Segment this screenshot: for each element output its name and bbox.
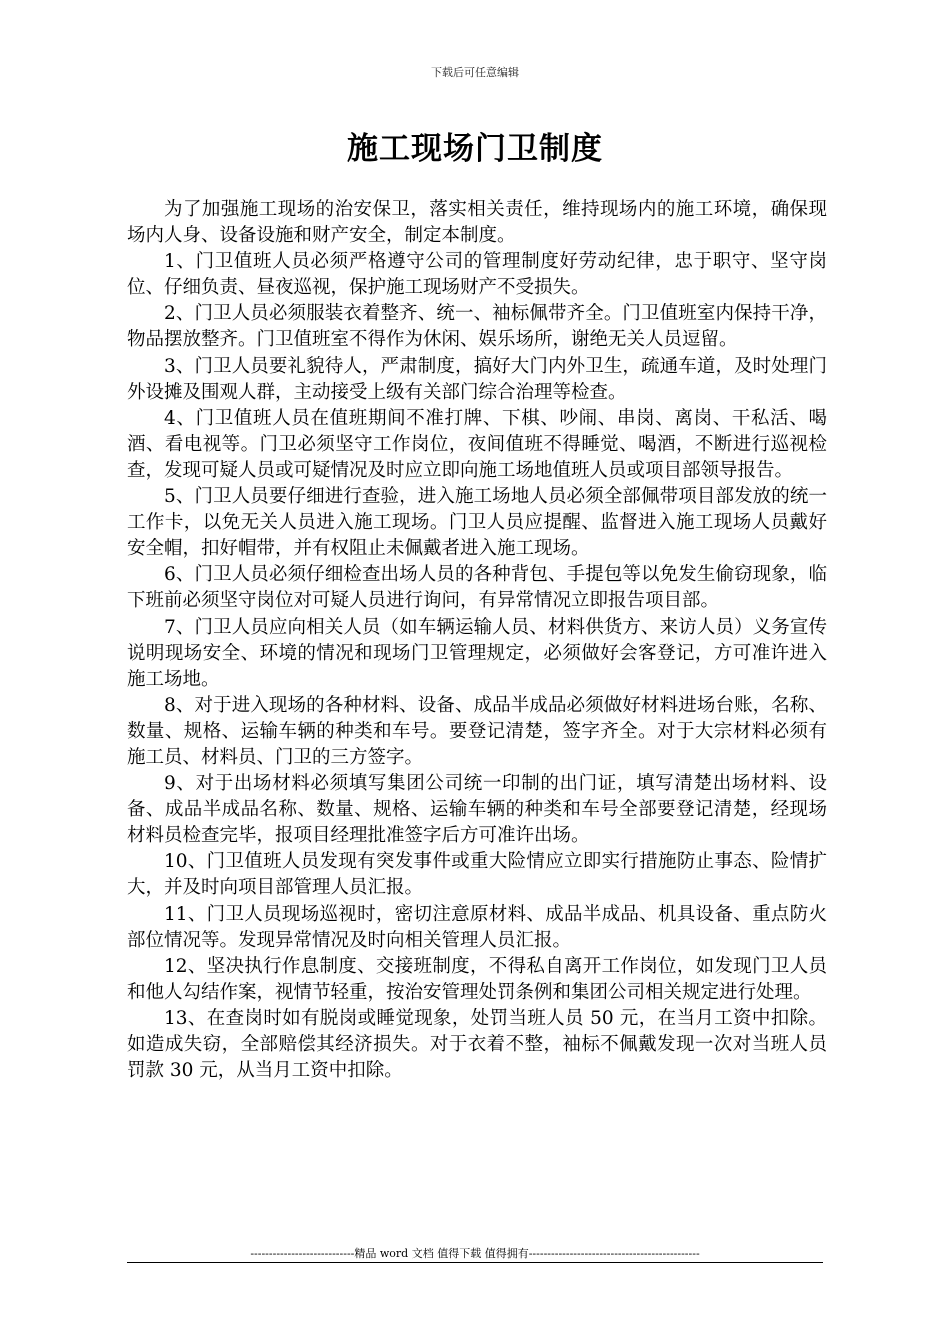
paragraph-rule-7: 7、门卫人员应向相关人员（如车辆运输人员、材料供货方、来访人员）义务宣传说明现场安全、环境的情况和现场门卫管理规定，必须做好会客登记，方可准许进入施工场地。 — [127, 616, 827, 690]
header-note: 下载后可任意编辑 — [431, 66, 519, 79]
footer-text: ----------------------------精品 word 文档 值得下载 值得拥有---------------------------------------------- — [250, 1247, 700, 1260]
paragraph-rule-9: 9、对于出场材料必须填写集团公司统一印制的出门证，填写清楚出场材料、设备、成品半成品名称、数量、规格、运输车辆的种类和车号全部要登记清楚，经现场材料员检查完毕，报项目经理批准签字后方可准许出场。 — [127, 773, 827, 847]
paragraph-rule-2: 2、门卫人员必须服装衣着整齐、统一、袖标佩带齐全。门卫值班室内保持干净，物品摆放整齐。门卫值班室不得作为休闲、娱乐场所，谢绝无关人员逗留。 — [127, 303, 827, 351]
paragraph-rule-13: 13、在查岗时如有脱岗或睡觉现象，处罚当班人员 50 元，在当月工资中扣除。如造成失窃，全部赔偿其经济损失。对于衣着不整，袖标不佩戴发现一次对当班人员罚款 30 元，从当月工资中扣除。 — [127, 1007, 827, 1082]
paragraph-rule-10: 10、门卫值班人员发现有突发事件或重大险情应立即实行措施防止事态、险情扩大，并及时向项目部管理人员汇报。 — [127, 851, 827, 899]
paragraph-rule-1: 1、门卫值班人员必须严格遵守公司的管理制度好劳动纪律，忠于职守、坚守岗位、仔细负责、昼夜巡视，保护施工现场财产不受损失。 — [127, 251, 827, 299]
document-body — [127, 197, 827, 1084]
paragraph-rule-4: 4、门卫值班人员在值班期间不准打牌、下棋、吵闹、串岗、离岗、干私活、喝酒、看电视等。门卫必须坚守工作岗位，夜间值班不得睡觉、喝酒，不断进行巡视检查，发现可疑人员或可疑情况及时应立即向施工场地值班人员或项目部领导报告。 — [127, 407, 827, 481]
footer-divider — [127, 1262, 823, 1263]
paragraph-rule-11: 11、门卫人员现场巡视时，密切注意原材料、成品半成品、机具设备、重点防火部位情况等。发现异常情况及时向相关管理人员汇报。 — [127, 903, 827, 951]
paragraph-rule-6: 6、门卫人员必须仔细检查出场人员的各种背包、手提包等以免发生偷窃现象，临下班前必须坚守岗位对可疑人员进行询问，有异常情况立即报告项目部。 — [127, 564, 827, 612]
paragraph-intro: 为了加强施工现场的治安保卫，落实相关责任，维持现场内的施工环境，确保现场内人身、设备设施和财产安全，制定本制度。 — [127, 199, 827, 247]
paragraph-rule-5: 5、门卫人员要仔细进行查验，进入施工场地人员必须全部佩带项目部发放的统一工作卡，以免无关人员进入施工现场。门卫人员应提醒、监督进入施工现场人员戴好安全帽，扣好帽带，并有权阻止未佩戴者进入施工现场。 — [127, 486, 827, 560]
paragraph-rule-12: 12、坚决执行作息制度、交接班制度，不得私自离开工作岗位，如发现门卫人员和他人勾结作案，视情节轻重，按治安管理处罚条例和集团公司相关规定进行处理。 — [127, 955, 827, 1003]
document-title: 施工现场门卫制度 — [347, 131, 603, 167]
paragraph-rule-8: 8、对于进入现场的各种材料、设备、成品半成品必须做好材料进场台账，名称、数量、规格、运输车辆的种类和车号。要登记清楚，签字齐全。对于大宗材料必须有施工员、材料员、门卫的三方签字。 — [127, 694, 827, 768]
paragraph-rule-3: 3、门卫人员要礼貌待人，严肃制度，搞好大门内外卫生，疏通车道，及时处理门外设摊及围观人群，主动接受上级有关部门综合治理等检查。 — [127, 355, 827, 403]
